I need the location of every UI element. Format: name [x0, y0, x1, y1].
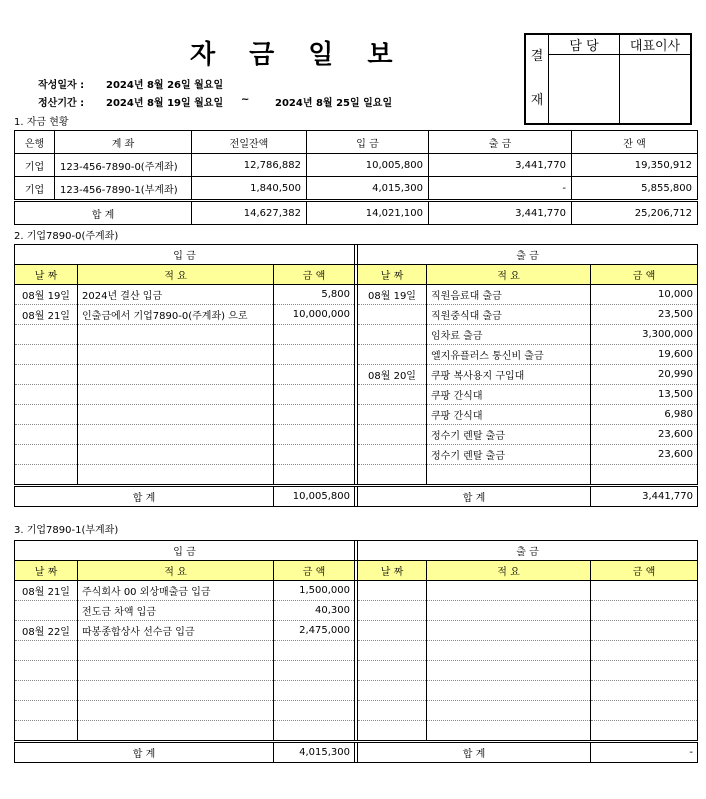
cell-balance: 19,350,912	[572, 154, 698, 177]
total-withdrawal: 3,441,770	[429, 201, 572, 225]
out-date	[358, 681, 427, 701]
period-from: 2024년 8월 19일 월요일	[106, 98, 224, 109]
withdrawal-header: 출 금	[358, 245, 698, 265]
deposit-header: 입 금	[15, 245, 355, 265]
in-desc-header: 적 요	[78, 265, 274, 285]
table-row	[15, 305, 698, 325]
in-desc: 전도금 차액 입금	[78, 601, 274, 621]
out-total-label: 합 계	[358, 742, 591, 763]
cell-withdrawal: -	[429, 177, 572, 201]
title-char: 일	[308, 40, 334, 70]
in-desc: 인출금에서 기업7890-0(주계좌) 으로	[78, 305, 274, 325]
cell-withdrawal: 3,441,770	[429, 154, 572, 177]
out-date	[358, 721, 427, 742]
out-date	[358, 601, 427, 621]
table-row	[15, 581, 698, 601]
in-desc	[78, 325, 274, 345]
in-amount	[274, 721, 355, 742]
col-account: 계 좌	[55, 131, 192, 154]
in-desc	[78, 425, 274, 445]
approval-col-manager: 담 당	[549, 34, 620, 55]
ledger-main-account	[14, 244, 697, 507]
total-label: 합 계	[15, 201, 192, 225]
col-deposit: 입 금	[307, 131, 429, 154]
in-desc	[78, 445, 274, 465]
in-total: 10,005,800	[274, 486, 355, 507]
out-date	[358, 425, 427, 445]
summary-total-row	[15, 201, 698, 225]
out-date: 08월 19일	[358, 285, 427, 305]
out-amount	[591, 641, 698, 661]
out-date-header: 날 짜	[358, 561, 427, 581]
in-amount: 40,300	[274, 601, 355, 621]
in-amount	[274, 445, 355, 465]
out-desc-header: 적 요	[427, 265, 591, 285]
in-amount-header: 금 액	[274, 561, 355, 581]
in-desc: 2024년 결산 입금	[78, 285, 274, 305]
table-row	[15, 661, 698, 681]
total-balance: 25,206,712	[572, 201, 698, 225]
summary-table	[14, 130, 698, 225]
in-date	[15, 701, 78, 721]
in-desc: 주식회사 00 외상매출금 입금	[78, 581, 274, 601]
in-amount	[274, 385, 355, 405]
out-desc	[427, 641, 591, 661]
out-date	[358, 345, 427, 365]
period-separator: ~	[241, 94, 250, 105]
in-total: 4,015,300	[274, 742, 355, 763]
cell-prev-balance: 12,786,882	[192, 154, 307, 177]
title-char: 보	[367, 40, 393, 70]
approval-col-ceo: 대표이사	[620, 34, 692, 55]
out-amount: 23,500	[591, 305, 698, 325]
out-date	[358, 445, 427, 465]
out-date	[358, 641, 427, 661]
out-desc: 쿠팡 간식대	[427, 385, 591, 405]
in-desc	[78, 721, 274, 742]
out-date: 08월 20일	[358, 365, 427, 385]
out-amount: 13,500	[591, 385, 698, 405]
created-label: 작성일자 :	[38, 80, 85, 91]
in-amount: 2,475,000	[274, 621, 355, 641]
out-date	[358, 385, 427, 405]
section-3-title: 3. 기업7890-1(부계좌)	[14, 525, 119, 536]
col-prev-balance: 전일잔액	[192, 131, 307, 154]
out-amount: 3,300,000	[591, 325, 698, 345]
approval-sign-manager[interactable]	[549, 55, 620, 125]
in-amount	[274, 641, 355, 661]
table-row	[15, 621, 698, 641]
in-date: 08월 21일	[15, 581, 78, 601]
in-date: 08월 22일	[15, 621, 78, 641]
col-balance: 잔 액	[572, 131, 698, 154]
in-date	[15, 325, 78, 345]
out-desc: 쿠팡 복사용지 구입대	[427, 365, 591, 385]
in-desc	[78, 681, 274, 701]
deposit-header: 입 금	[15, 541, 355, 561]
in-desc	[78, 701, 274, 721]
period-label: 정산기간 :	[38, 98, 85, 109]
in-amount	[274, 661, 355, 681]
cell-bank: 기업	[15, 177, 55, 201]
in-amount	[274, 345, 355, 365]
approval-sign-ceo[interactable]	[620, 55, 692, 125]
in-amount-header: 금 액	[274, 265, 355, 285]
in-desc	[78, 405, 274, 425]
created-value: 2024년 8월 26일 월요일	[106, 80, 224, 91]
out-desc	[427, 601, 591, 621]
out-amount	[591, 661, 698, 681]
table-row	[15, 177, 698, 201]
in-date: 08월 19일	[15, 285, 78, 305]
out-amount	[591, 681, 698, 701]
out-desc	[427, 581, 591, 601]
in-amount	[274, 405, 355, 425]
in-date	[15, 345, 78, 365]
table-row	[15, 154, 698, 177]
ledger-total-row	[15, 742, 698, 763]
approval-label-2: 재	[530, 93, 544, 108]
in-date	[15, 445, 78, 465]
in-desc	[78, 661, 274, 681]
ledger-header-row	[15, 541, 698, 561]
in-amount	[274, 365, 355, 385]
total-deposit: 14,021,100	[307, 201, 429, 225]
out-date	[358, 405, 427, 425]
in-date	[15, 661, 78, 681]
in-desc-header: 적 요	[78, 561, 274, 581]
cell-bank: 기업	[15, 154, 55, 177]
in-date	[15, 721, 78, 742]
total-prev-balance: 14,627,382	[192, 201, 307, 225]
section-2-title: 2. 기업7890-0(주계좌)	[14, 231, 119, 242]
out-date	[358, 581, 427, 601]
out-amount	[591, 581, 698, 601]
out-desc: 임차료 출금	[427, 325, 591, 345]
in-total-label: 합 계	[15, 486, 274, 507]
table-row	[15, 345, 698, 365]
table-row	[15, 325, 698, 345]
in-desc	[78, 345, 274, 365]
out-desc: 정수기 렌탈 출금	[427, 425, 591, 445]
out-date	[358, 621, 427, 641]
out-desc	[427, 621, 591, 641]
in-desc	[78, 385, 274, 405]
out-date	[358, 661, 427, 681]
cell-balance: 5,855,800	[572, 177, 698, 201]
out-amount	[591, 465, 698, 486]
in-amount: 5,800	[274, 285, 355, 305]
table-row	[15, 365, 698, 385]
out-total-label: 합 계	[358, 486, 591, 507]
ledger-sub-account	[14, 540, 697, 763]
out-amount: 23,600	[591, 425, 698, 445]
out-amount: 19,600	[591, 345, 698, 365]
out-desc	[427, 465, 591, 486]
in-amount	[274, 425, 355, 445]
title-char: 금	[249, 40, 275, 70]
in-amount: 10,000,000	[274, 305, 355, 325]
section-1-title: 1. 자금 현황	[14, 117, 69, 128]
out-amount	[591, 601, 698, 621]
approval-label-1: 결	[530, 49, 544, 64]
period-to: 2024년 8월 25일 일요일	[275, 98, 393, 109]
out-amount	[591, 701, 698, 721]
out-amount	[591, 621, 698, 641]
out-desc	[427, 681, 591, 701]
in-date: 08월 21일	[15, 305, 78, 325]
out-desc	[427, 701, 591, 721]
cell-deposit: 4,015,300	[307, 177, 429, 201]
in-amount	[274, 701, 355, 721]
out-desc: 직원음료대 출금	[427, 285, 591, 305]
table-row	[15, 425, 698, 445]
out-date	[358, 305, 427, 325]
in-date	[15, 405, 78, 425]
out-date	[358, 465, 427, 486]
cell-prev-balance: 1,840,500	[192, 177, 307, 201]
table-row	[15, 601, 698, 621]
table-row	[15, 385, 698, 405]
out-date	[358, 701, 427, 721]
in-total-label: 합 계	[15, 742, 274, 763]
out-desc: 쿠팡 간식대	[427, 405, 591, 425]
in-date	[15, 681, 78, 701]
out-desc	[427, 721, 591, 742]
in-date	[15, 601, 78, 621]
table-row	[15, 701, 698, 721]
ledger-header-row	[15, 245, 698, 265]
out-amount-header: 금 액	[591, 265, 698, 285]
out-desc-header: 적 요	[427, 561, 591, 581]
table-row	[15, 405, 698, 425]
in-date	[15, 465, 78, 486]
out-total: 3,441,770	[591, 486, 698, 507]
out-desc: 직원중식대 출금	[427, 305, 591, 325]
out-desc: 엘지유플러스 통신비 출금	[427, 345, 591, 365]
table-row	[15, 445, 698, 465]
in-desc	[78, 465, 274, 486]
cell-account: 123-456-7890-0(주계좌)	[55, 154, 192, 177]
in-desc	[78, 641, 274, 661]
col-withdrawal: 출 금	[429, 131, 572, 154]
in-amount	[274, 681, 355, 701]
table-row	[15, 285, 698, 305]
table-row	[15, 681, 698, 701]
in-amount: 1,500,000	[274, 581, 355, 601]
out-amount: 10,000	[591, 285, 698, 305]
out-amount: 6,980	[591, 405, 698, 425]
table-row	[15, 721, 698, 742]
approval-label	[525, 34, 549, 124]
out-amount-header: 금 액	[591, 561, 698, 581]
cell-account: 123-456-7890-1(부계좌)	[55, 177, 192, 201]
in-date	[15, 425, 78, 445]
in-amount	[274, 465, 355, 486]
in-date	[15, 365, 78, 385]
out-amount: 23,600	[591, 445, 698, 465]
in-amount	[274, 325, 355, 345]
cell-deposit: 10,005,800	[307, 154, 429, 177]
out-desc: 정수기 렌탈 출금	[427, 445, 591, 465]
col-bank: 은행	[15, 131, 55, 154]
out-desc	[427, 661, 591, 681]
out-total: -	[591, 742, 698, 763]
ledger-subheader-row	[15, 265, 698, 285]
page-title	[190, 34, 430, 71]
approval-box	[524, 33, 692, 125]
withdrawal-header: 출 금	[358, 541, 698, 561]
in-date-header: 날 짜	[15, 561, 78, 581]
out-amount	[591, 721, 698, 742]
out-date	[358, 325, 427, 345]
table-row	[15, 465, 698, 486]
in-date-header: 날 짜	[15, 265, 78, 285]
ledger-subheader-row	[15, 561, 698, 581]
in-desc: 따봉종합상사 선수금 입금	[78, 621, 274, 641]
summary-header-row	[15, 131, 698, 154]
out-amount: 20,990	[591, 365, 698, 385]
out-date-header: 날 짜	[358, 265, 427, 285]
ledger-total-row	[15, 486, 698, 507]
in-date	[15, 385, 78, 405]
table-row	[15, 641, 698, 661]
title-char: 자	[190, 40, 216, 70]
in-desc	[78, 365, 274, 385]
in-date	[15, 641, 78, 661]
